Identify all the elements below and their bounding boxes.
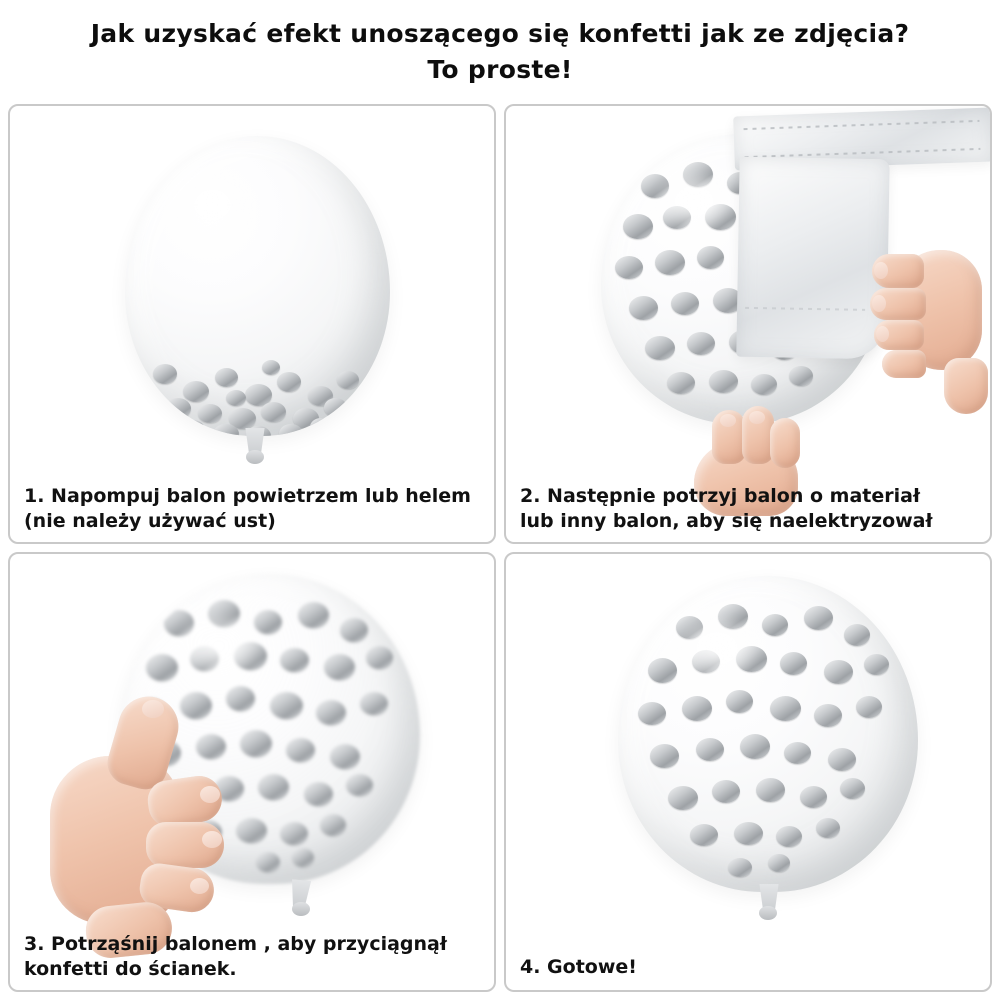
step-panel-3: [8, 552, 496, 992]
balloon-4: [618, 576, 918, 892]
step-panel-2: [504, 104, 992, 544]
hand-holding-cloth: [868, 224, 990, 414]
page-title-line2: To proste!: [427, 54, 573, 84]
step-3-caption-line1: 3. Potrząśnij balonem , aby przyciągnął: [24, 932, 447, 955]
step-3-caption: [10, 932, 494, 982]
step-3-caption-line2: konfetti do ścianek.: [24, 957, 237, 980]
hand-shaking-balloon: [30, 690, 240, 960]
balloon-1: [125, 136, 390, 436]
steps-grid: [8, 104, 992, 992]
step-panel-1: [8, 104, 496, 544]
step-2-caption-line1: 2. Następnie potrzyj balon o materiał: [520, 484, 921, 507]
step-3-image: [10, 554, 494, 990]
page-title: [0, 0, 1000, 98]
balloon-knot-1: [246, 450, 264, 464]
step-2-image: [506, 106, 990, 542]
fabric-cloth-fold: [736, 157, 889, 360]
step-1-caption-line1: 1. Napompuj balon powietrzem lub helem: [24, 484, 471, 507]
step-4-caption: [506, 955, 990, 980]
page-title-line1: Jak uzyskać efekt unoszącego się konfetti jak ze zdjęcia?: [90, 19, 910, 48]
balloon-knot-3: [292, 902, 310, 916]
step-panel-4: [504, 552, 992, 992]
balloon-knot-4: [759, 906, 777, 920]
step-1-image: [10, 106, 494, 542]
step-1-caption-line2: (nie należy używać ust): [24, 509, 276, 532]
step-1-caption: [10, 484, 494, 534]
step-4-caption-line1: 4. Gotowe!: [520, 955, 637, 978]
step-2-caption-line2: lub inny balon, aby się naelektryzował: [520, 509, 933, 532]
step-2-caption: [506, 484, 990, 534]
step-4-image: [506, 554, 990, 990]
